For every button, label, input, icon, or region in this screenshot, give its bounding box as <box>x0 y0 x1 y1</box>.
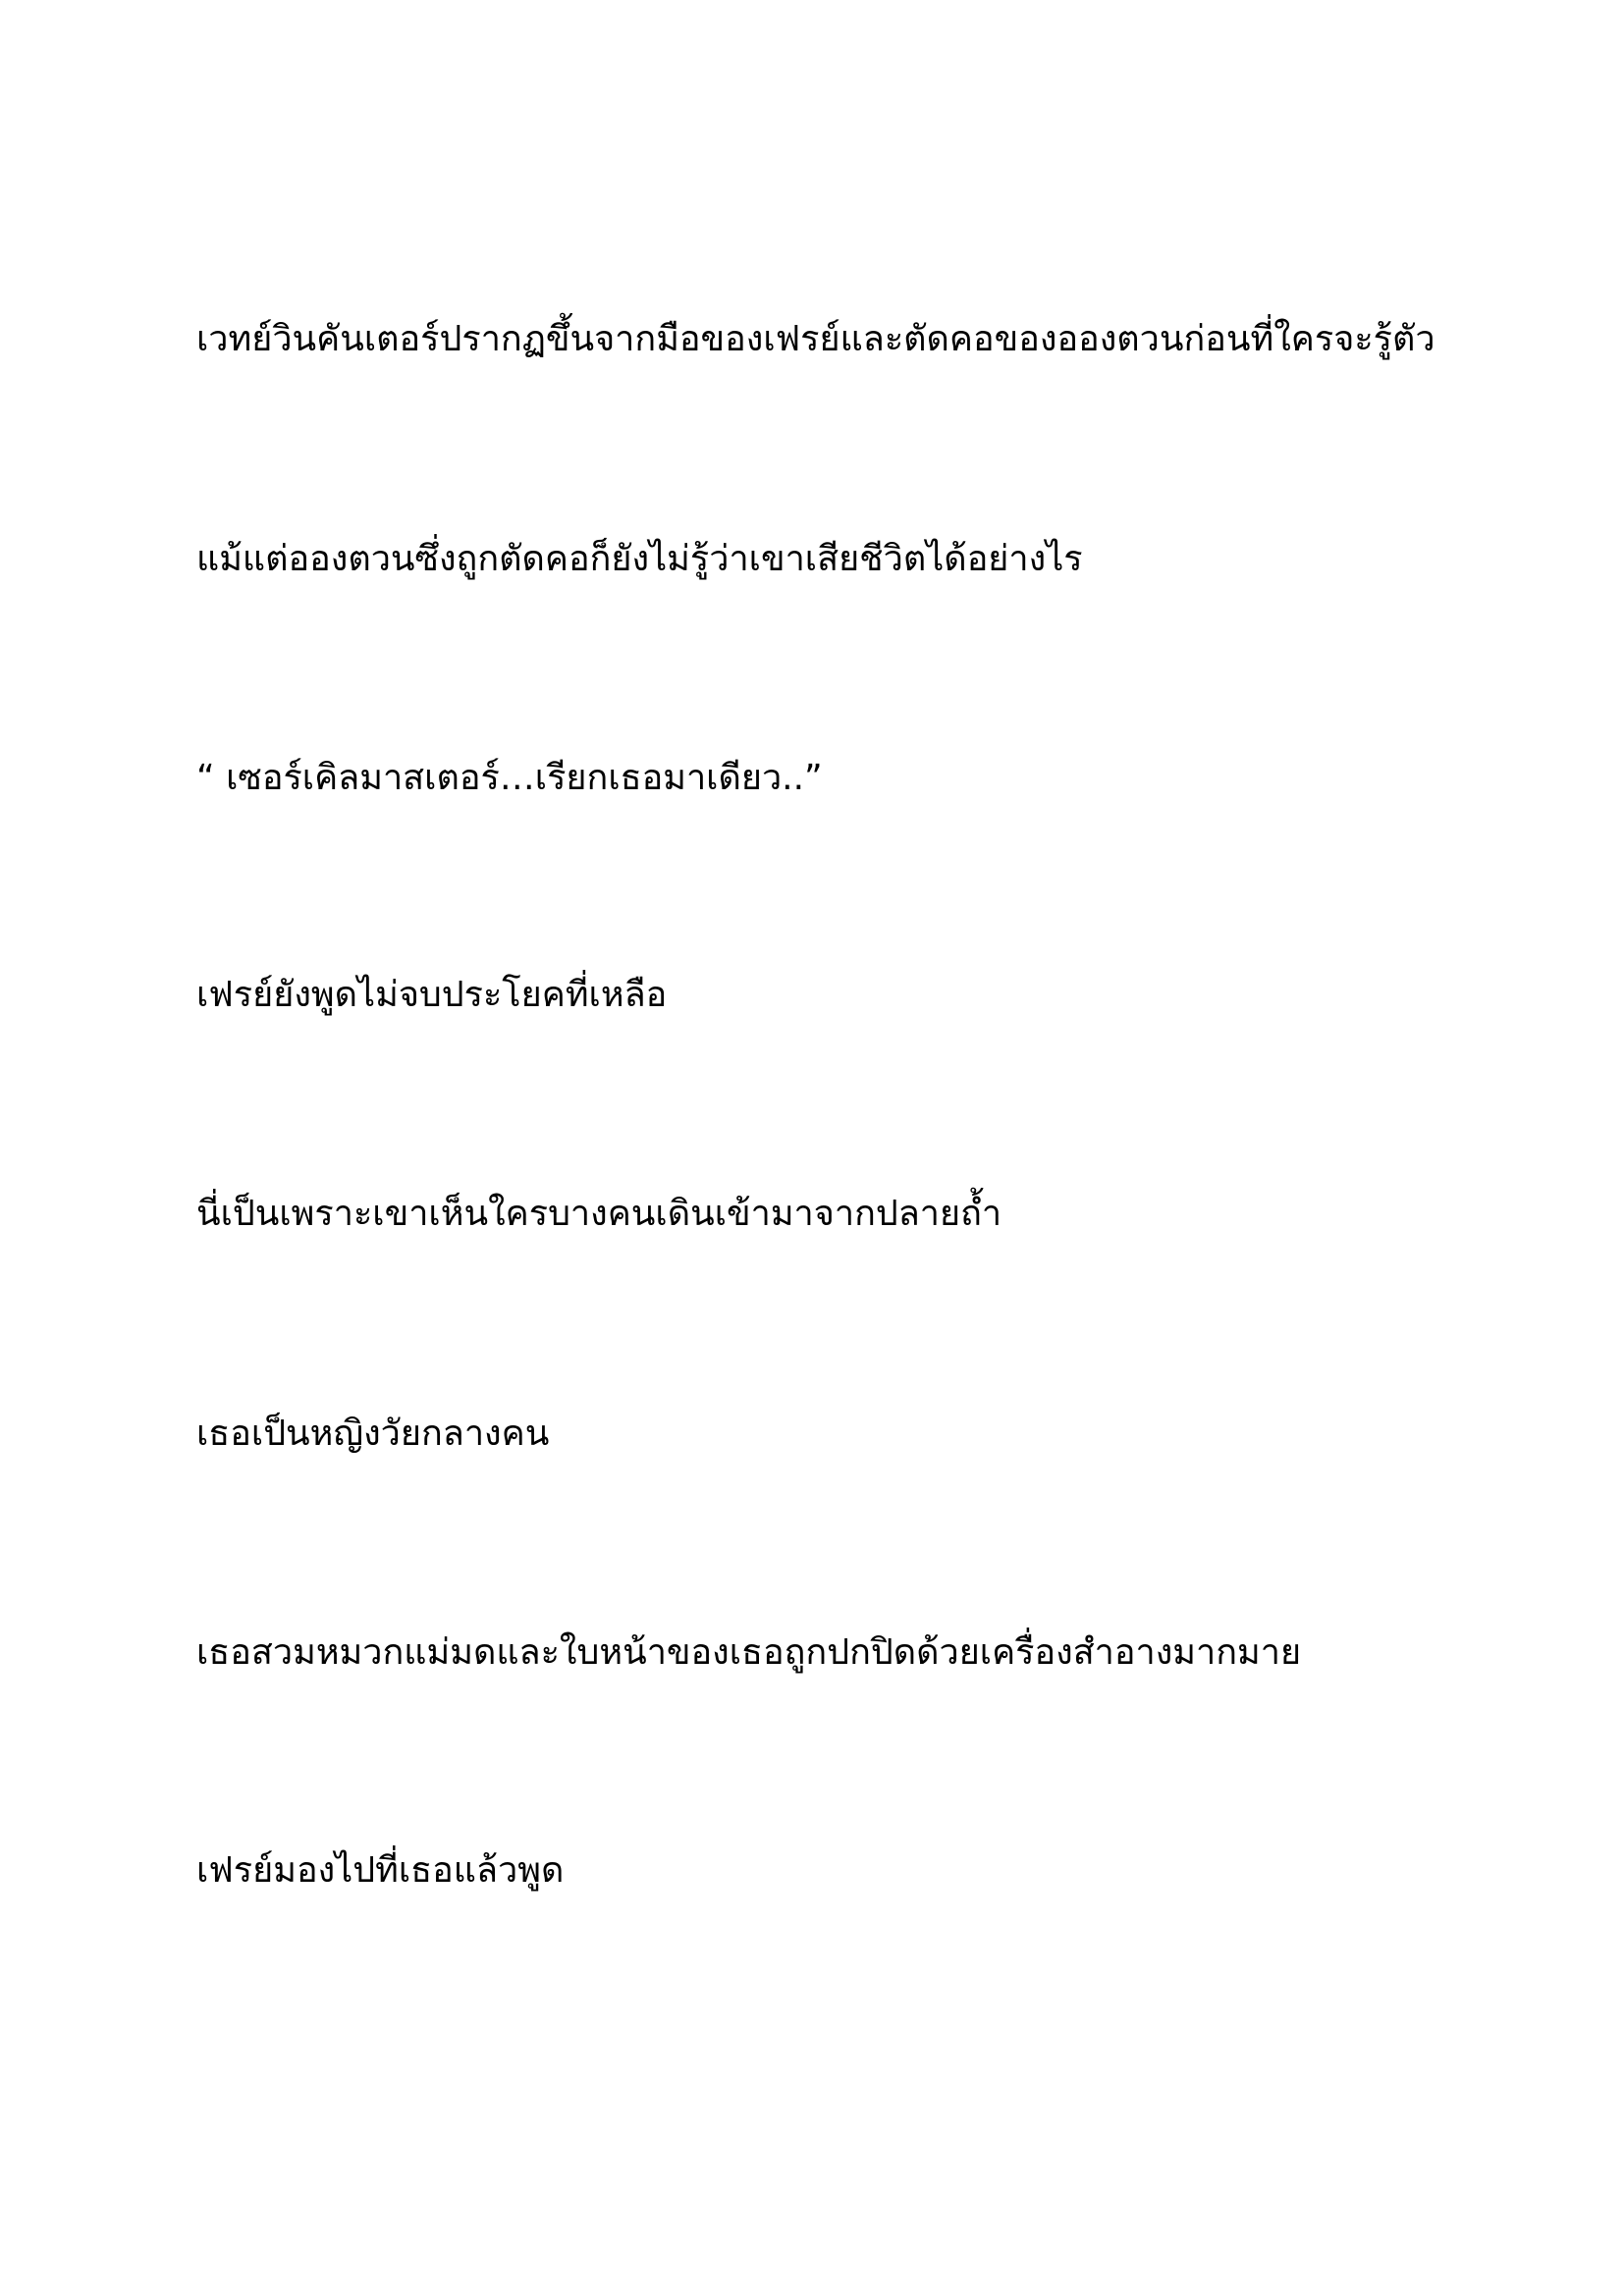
paragraph: เวทย์วินคันเตอร์ปรากฏขึ้นจากมือของเฟรย์และตัดคอของอองตวนก่อนที่ใครจะรู้ตัว <box>196 319 1435 359</box>
paragraph: เฟรย์มองไปที่เธอแล้วพูด <box>196 1850 565 1891</box>
paragraph: “ เซอร์เคิลมาสเตอร์…เรียกเธอมาเดียว..” <box>196 758 823 798</box>
paragraph: แม้แต่อองตวนซึ่งถูกตัดคอก็ยังไม่รู้ว่าเขาเสียชีวิตได้อย่างไร <box>196 539 1083 579</box>
paragraph: เธอสวมหมวกแม่มดและใบหน้าของเธอถูกปกปิดด้วยเครื่องสำอางมากมาย <box>196 1632 1302 1673</box>
paragraph: เฟรย์ยังพูดไม่จบประโยคที่เหลือ <box>196 975 668 1015</box>
paragraph: เธอเป็นหญิงวัยกลางคน <box>196 1414 550 1454</box>
paragraph: นี่เป็นเพราะเขาเห็นใครบางคนเดินเข้ามาจากปลายถ้ำ <box>196 1194 1002 1234</box>
